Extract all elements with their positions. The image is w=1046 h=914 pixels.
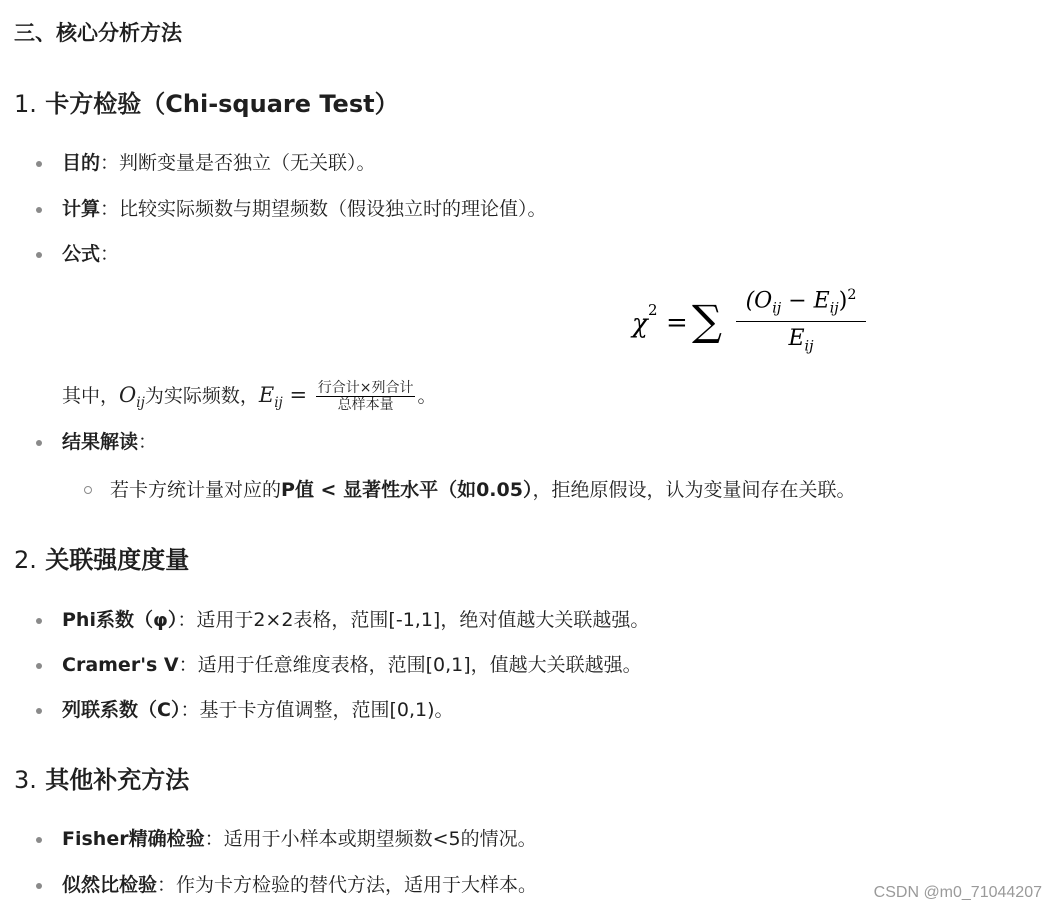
item-label: 结果解读: [62, 431, 139, 453]
item-text: ：适用于小样本或期望频数<5的情况。: [204, 828, 537, 850]
var-e-sub: ij: [274, 395, 283, 412]
numerator-e-sub: ij: [829, 300, 839, 317]
list-item-fisher: [62, 826, 537, 852]
heading-text: 其他补充方法: [45, 766, 190, 794]
sub-pre: 若卡方统计量对应的: [110, 479, 282, 501]
denominator-e: E: [788, 326, 805, 352]
list-item-purpose: [62, 150, 376, 176]
sub-post: ，拒绝原假设，认为变量间存在关联。: [532, 479, 856, 501]
item-text: ：: [138, 431, 158, 453]
list-item-contingency: [62, 697, 454, 723]
heading-text: 关联强度度量: [45, 546, 190, 574]
list-item-calculation: [62, 196, 547, 222]
formula-explanation: [62, 380, 436, 418]
where-mid: 为实际频数，: [144, 385, 259, 407]
heading-other-methods: [14, 760, 189, 795]
numerator-close: ): [838, 288, 848, 314]
formula-equals: =: [666, 308, 688, 338]
heading-text: 卡方检验（Chi-square Test）: [45, 90, 399, 118]
item-label: 目的: [62, 152, 101, 174]
item-text: ：适用于任意维度表格，范围[0,1]，值越大关联越强。: [178, 654, 642, 676]
frac-top: 行合计×列合计: [317, 380, 414, 396]
numerator-exponent: 2: [847, 287, 857, 303]
item-label: 似然比检验: [62, 874, 158, 896]
heading-number: 2.: [14, 546, 37, 574]
formula-numerator: [736, 287, 866, 317]
expected-frac: [316, 381, 416, 412]
sublist-item: [110, 477, 856, 503]
sub-bold: P值 < 显著性水平（如0.05）: [281, 479, 533, 501]
item-text: ：基于卡方值调整，范围[0,1)。: [180, 699, 454, 721]
var-o-sub: ij: [136, 395, 145, 412]
formula-exponent: 2: [648, 301, 658, 319]
list-item-likelihood: [62, 872, 537, 898]
numerator-o: (O: [745, 288, 773, 314]
item-label: 列联系数（C）: [62, 699, 181, 721]
where-suffix: 。: [417, 385, 437, 407]
item-text: ：判断变量是否独立（无关联）。: [100, 152, 376, 174]
heading-number: 1.: [14, 90, 37, 118]
var-o: [119, 383, 145, 412]
fraction-bar: [736, 321, 866, 322]
var-o-letter: O: [119, 383, 137, 407]
denominator-sub: ij: [804, 338, 814, 355]
var-e-letter: E: [258, 383, 275, 407]
item-label: 公式: [62, 243, 101, 265]
item-label: Fisher精确检验: [62, 828, 205, 850]
formula-chi: χ: [632, 309, 648, 339]
heading-number: 3.: [14, 766, 37, 794]
numerator-o-sub: ij: [772, 300, 782, 317]
list-item-result: [62, 429, 157, 455]
where-equals: =: [282, 383, 314, 407]
watermark: CSDN @m0_71044207: [873, 884, 1042, 901]
frac-bottom: 总样本量: [337, 397, 394, 413]
formula-fraction: [736, 287, 866, 354]
item-text: ：: [100, 243, 120, 265]
section-title: 三、核心分析方法: [14, 21, 182, 45]
heading-association: [14, 540, 189, 575]
item-text: ：比较实际频数与期望频数（假设独立时的理论值）。: [100, 198, 547, 220]
list-item-cramer: [62, 652, 642, 678]
formula-sum-symbol: ∑: [692, 296, 722, 345]
item-label: 计算: [62, 198, 101, 220]
numerator-minus-e: − E: [781, 288, 830, 314]
var-e: [258, 383, 283, 412]
item-text: ：作为卡方检验的替代方法，适用于大样本。: [157, 874, 538, 896]
where-prefix: 其中，: [62, 385, 120, 407]
item-label: Cramer's V: [62, 654, 179, 676]
formula-denominator: [736, 326, 866, 354]
heading-chi-square: [14, 84, 399, 119]
item-label: Phi系数（φ）: [62, 609, 178, 631]
list-item-phi: [62, 607, 649, 633]
item-text: ：适用于2×2表格，范围[-1,1]，绝对值越大关联越强。: [177, 609, 650, 631]
list-item-formula: [62, 241, 119, 267]
